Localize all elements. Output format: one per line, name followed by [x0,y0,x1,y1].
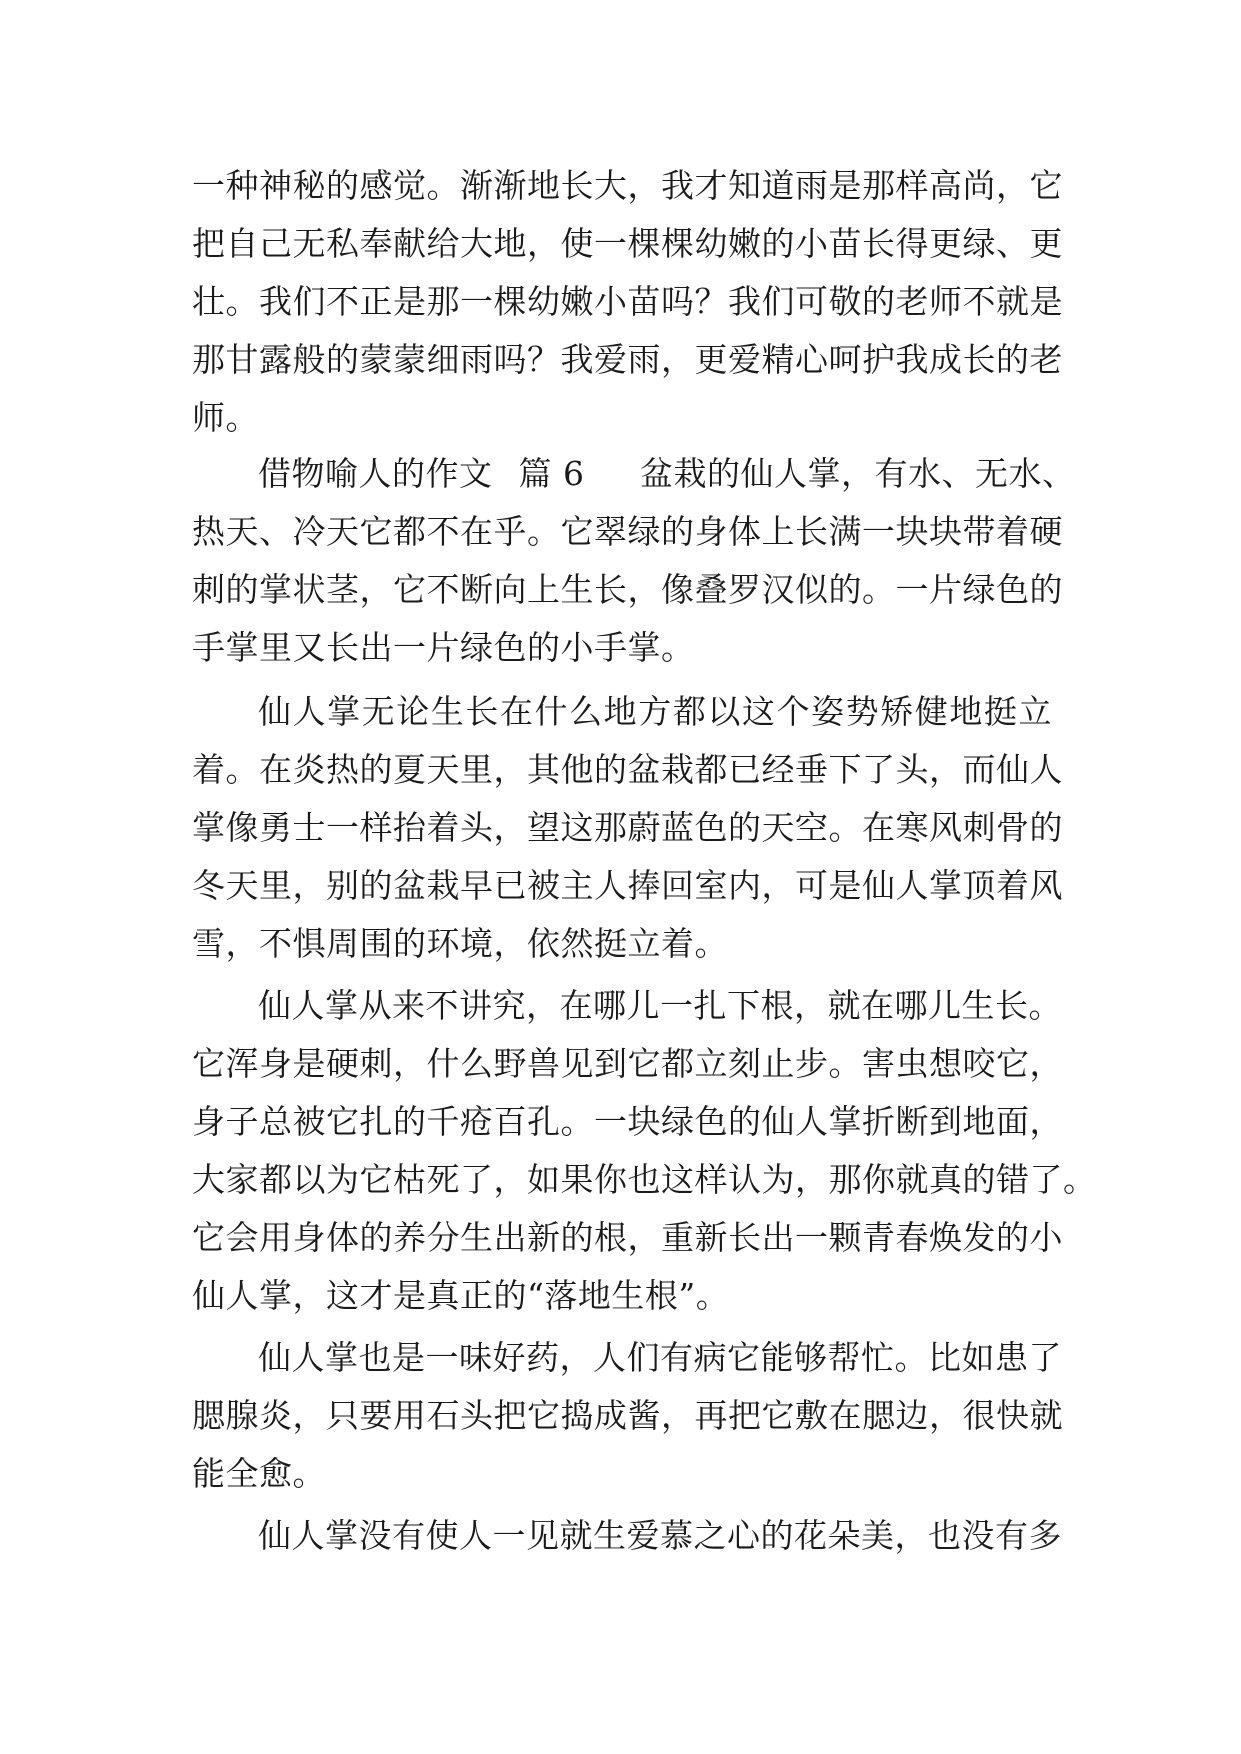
text-line: 着。在炎热的夏天里，其他的盆栽都已经垂下了头，而仙人 [192,750,1063,789]
text-line: 掌像勇士一样抬着头，望这那蔚蓝色的天空。在寒风刺骨的 [192,808,1063,847]
text-line: 仙人掌也是一味好药，人们有病它能够帮忙。比如患了 [258,1338,1062,1377]
text-line: 把自己无私奉献给大地，使一棵棵幼嫩的小苗长得更绿、更 [192,224,1063,263]
text-line: 大家都以为它枯死了，如果你也这样认为，那你就真的错了。 [192,1160,1097,1199]
section-title: 借物喻人的作文 [258,454,493,493]
text-line: 盆栽的仙人掌，有水、无水、 [640,454,1076,493]
text-line: 仙人掌从来不讲究，在哪儿一扎下根，就在哪儿生长。 [258,986,1062,1025]
section-heading-line [258,452,1076,496]
text-line: 热天、冷天它都不在乎。它翠绿的身体上长满一块块带着硬 [192,512,1063,551]
text-line: 一种神秘的感觉。渐渐地长大，我才知道雨是那样高尚，它 [192,166,1063,205]
text-line: 腮腺炎，只要用石头把它捣成酱，再把它敷在腮边，很快就 [192,1396,1063,1435]
section-number: 篇 6 [518,454,585,493]
text-line: 仙人掌，这才是真正的“落地生根”。 [192,1276,730,1315]
text-line: 它浑身是硬刺，什么野兽见到它都立刻止步。害虫想咬它， [192,1044,1063,1083]
text-line: 仙人掌没有使人一见就生爱慕之心的花朵美，也没有多 [258,1516,1062,1555]
text-line: 仙人掌无论生长在什么地方都以这个姿势矫健地挺立 [258,692,1052,731]
text-line: 壮。我们不正是那一棵幼嫩小苗吗？我们可敬的老师不就是 [192,282,1063,321]
text-line: 冬天里，别的盆栽早已被主人捧回室内，可是仙人掌顶着风 [192,866,1063,905]
text-line: 能全愈。 [192,1454,326,1493]
text-line: 它会用身体的养分生出新的根，重新长出一颗青春焕发的小 [192,1218,1063,1257]
text-line: 刺的掌状茎，它不断向上生长，像叠罗汉似的。一片绿色的 [192,570,1063,609]
text-line: 雪，不惧周围的环境，依然挺立着。 [192,924,728,963]
text-line: 身子总被它扎的千疮百孔。一块绿色的仙人掌折断到地面， [192,1102,1063,1141]
text-line: 那甘露般的蒙蒙细雨吗？我爱雨，更爱精心呵护我成长的老 [192,340,1063,379]
text-line: 师。 [192,398,259,437]
text-line: 手掌里又长出一片绿色的小手掌。 [192,628,695,667]
